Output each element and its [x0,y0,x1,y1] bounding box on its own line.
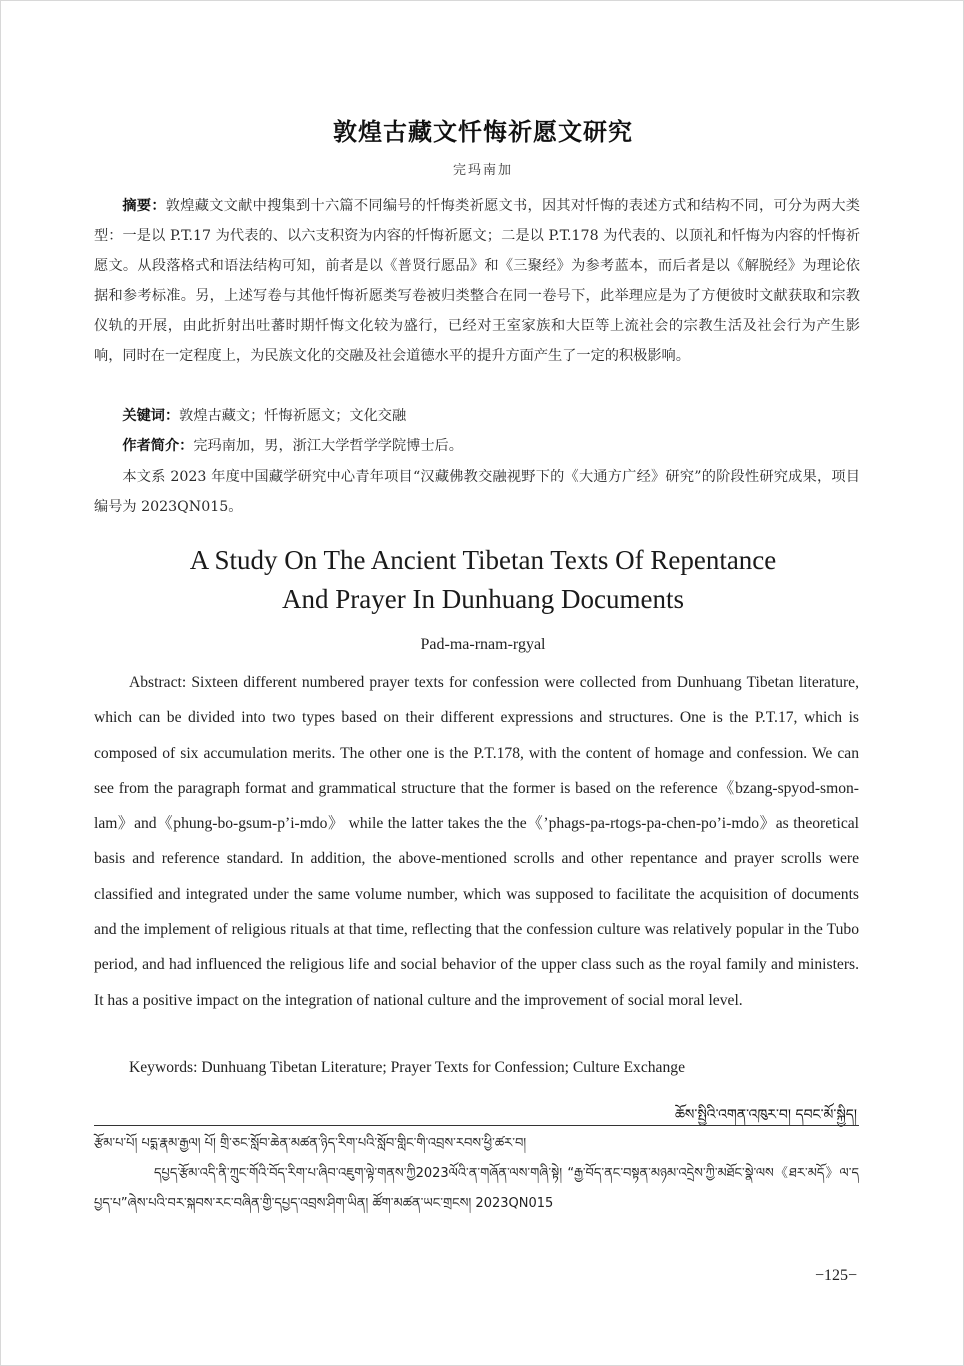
footnote-divider [94,1125,859,1126]
tibetan-footnote [94,1129,859,1219]
chinese-abstract-text: 敦煌藏文文献中搜集到十六篇不同编号的忏悔类祈愿文书，因其对忏悔的表述方式和结构不同，可分为两大类型：一是以 P.T.17 为代表的、以六支积资为内容的忏悔祈愿文；二是以 P.T.178 为代表的、以顶礼和忏悔为内容的忏悔祈愿文。从段落格式和语法结构可知，前者是以《普贤行愿品》和《三聚经》为参考蓝本，而后者是以《解脱经》为理论依据和参考标准。另，上述写卷与其他忏悔祈愿类写卷被归类整合在同一卷号下，此举理应是为了方便彼时文献获取和宗教仪轨的开展，由此折射出吐蕃时期忏悔文化较为盛行，已经对王室家族和大臣等上流社会的宗教生活及社会行为产生影响，同时在一定程度上，为民族文化的交融及社会道德水平的提升方面产生了一定的积极影响。 [94,198,860,364]
english-author: Pad-ma-rnam-rgyal [420,636,546,653]
tibetan-editor-line: ཆོས་སྤྱིའི་འགན་འཁུར་བ། དབང་མོ་སྐྱིད། [674,1107,857,1123]
chinese-author-info-text: 完玛南加，男，浙江大学哲学学院博士后。 [193,438,463,454]
english-keywords-label: Keywords: [129,1059,198,1076]
chinese-keywords-text: 敦煌古藏文；忏悔祈愿文；文化交融 [179,408,407,424]
page-number: −125− [814,1267,857,1284]
chinese-author-info [94,431,860,461]
english-title [1,541,964,619]
english-title-line-2: And Prayer In Dunhuang Documents [282,584,684,614]
chinese-abstract-label: 摘要： [122,198,166,214]
english-abstract-label: Abstract: [129,674,187,691]
tibetan-footnote-author: རྩོམ་པ་པོ། པདྨ་རྣམ་རྒྱལ། པོ། གྲི་ཅང་སློབ་ཆེན་མཚན་ཉིད་རིག་པའི་སློབ་གླིང་གི་འབྲས་རབས་ཕྱི་ཚར་བ། [94,1136,527,1151]
english-keywords [94,1053,859,1083]
chinese-author: 完玛南加 [452,163,513,178]
chinese-abstract [94,191,860,371]
chinese-keywords [94,401,860,431]
english-keywords-text: Dunhuang Tibetan Literature; Prayer Texts for Confession; Culture Exchange [197,1059,685,1076]
chinese-keywords-label: 关键词： [122,408,180,424]
chinese-funding-note: 本文系 2023 年度中国藏学研究中心青年项目“汉藏佛教交融视野下的《大通方广经》研究”的阶段性研究成果，项目编号为 2023QN015。 [94,469,860,515]
english-title-line-1: A Study On The Ancient Tibetan Texts Of Repentance [189,545,777,575]
english-abstract [94,665,859,1018]
english-abstract-text: Sixteen different numbered prayer texts for confession were collected from Dunhuang Tibetan literature, which can be divided into two types based on their different expressions and structures. One is the P.T.17, which is composed of six accumulation merits. The other one is the P.T.178, with the content of homage and confession. We can see from the paragraph format and grammatical structure that the former is based on the reference《bzang-spyod-smon-lam》and《phung-bo-gsum-p’i-mdo》 while the latter takes the the《’phags-pa-rtogs-pa-chen-po’i-mdo》as theoretical basis and reference standard. In addition, the above-mentioned scrolls and other repentance and prayer scrolls were classified and integrated under the same volume number, which was supposed to facilitate the acquisition of documents and the implement of religious rituals at that time, reflecting that the confession culture was relatively popular in the Tubo period, and had influenced the religious life and social behavior of the upper class such as the royal family and ministers. It has a positive impact on the integration of national culture and the improvement of social moral level. [94,674,859,1009]
chinese-author-info-label: 作者简介： [122,438,194,454]
tibetan-footnote-funding: དཔྱད་རྩོམ་འདི་ནི་ཀྲུང་གོའི་བོད་རིག་པ་ཞིབ་འཇུག་ལྟེ་གནས་ཀྱི2023ལོའི་ན་གཞོན་ལས་གཞི་སྟེ། “རྒྱ་བོད་ནང་བསྟན་མཉམ་འདྲེས་ཀྱི་མཐོང་སྣེ་ལས《ཐར་མདོ》ལ་དཔྱད་པ”ཞེས་པའི་བར་སྐབས་རང་བཞིན་གྱི་དཔྱད་འབྲས་ཤིག་ཡིན། ཚོག་མཚན་ཡང་གྲངས། 2023QN015 [94,1166,859,1211]
chinese-title: 敦煌古藏文忏悔祈愿文研究 [333,117,633,146]
